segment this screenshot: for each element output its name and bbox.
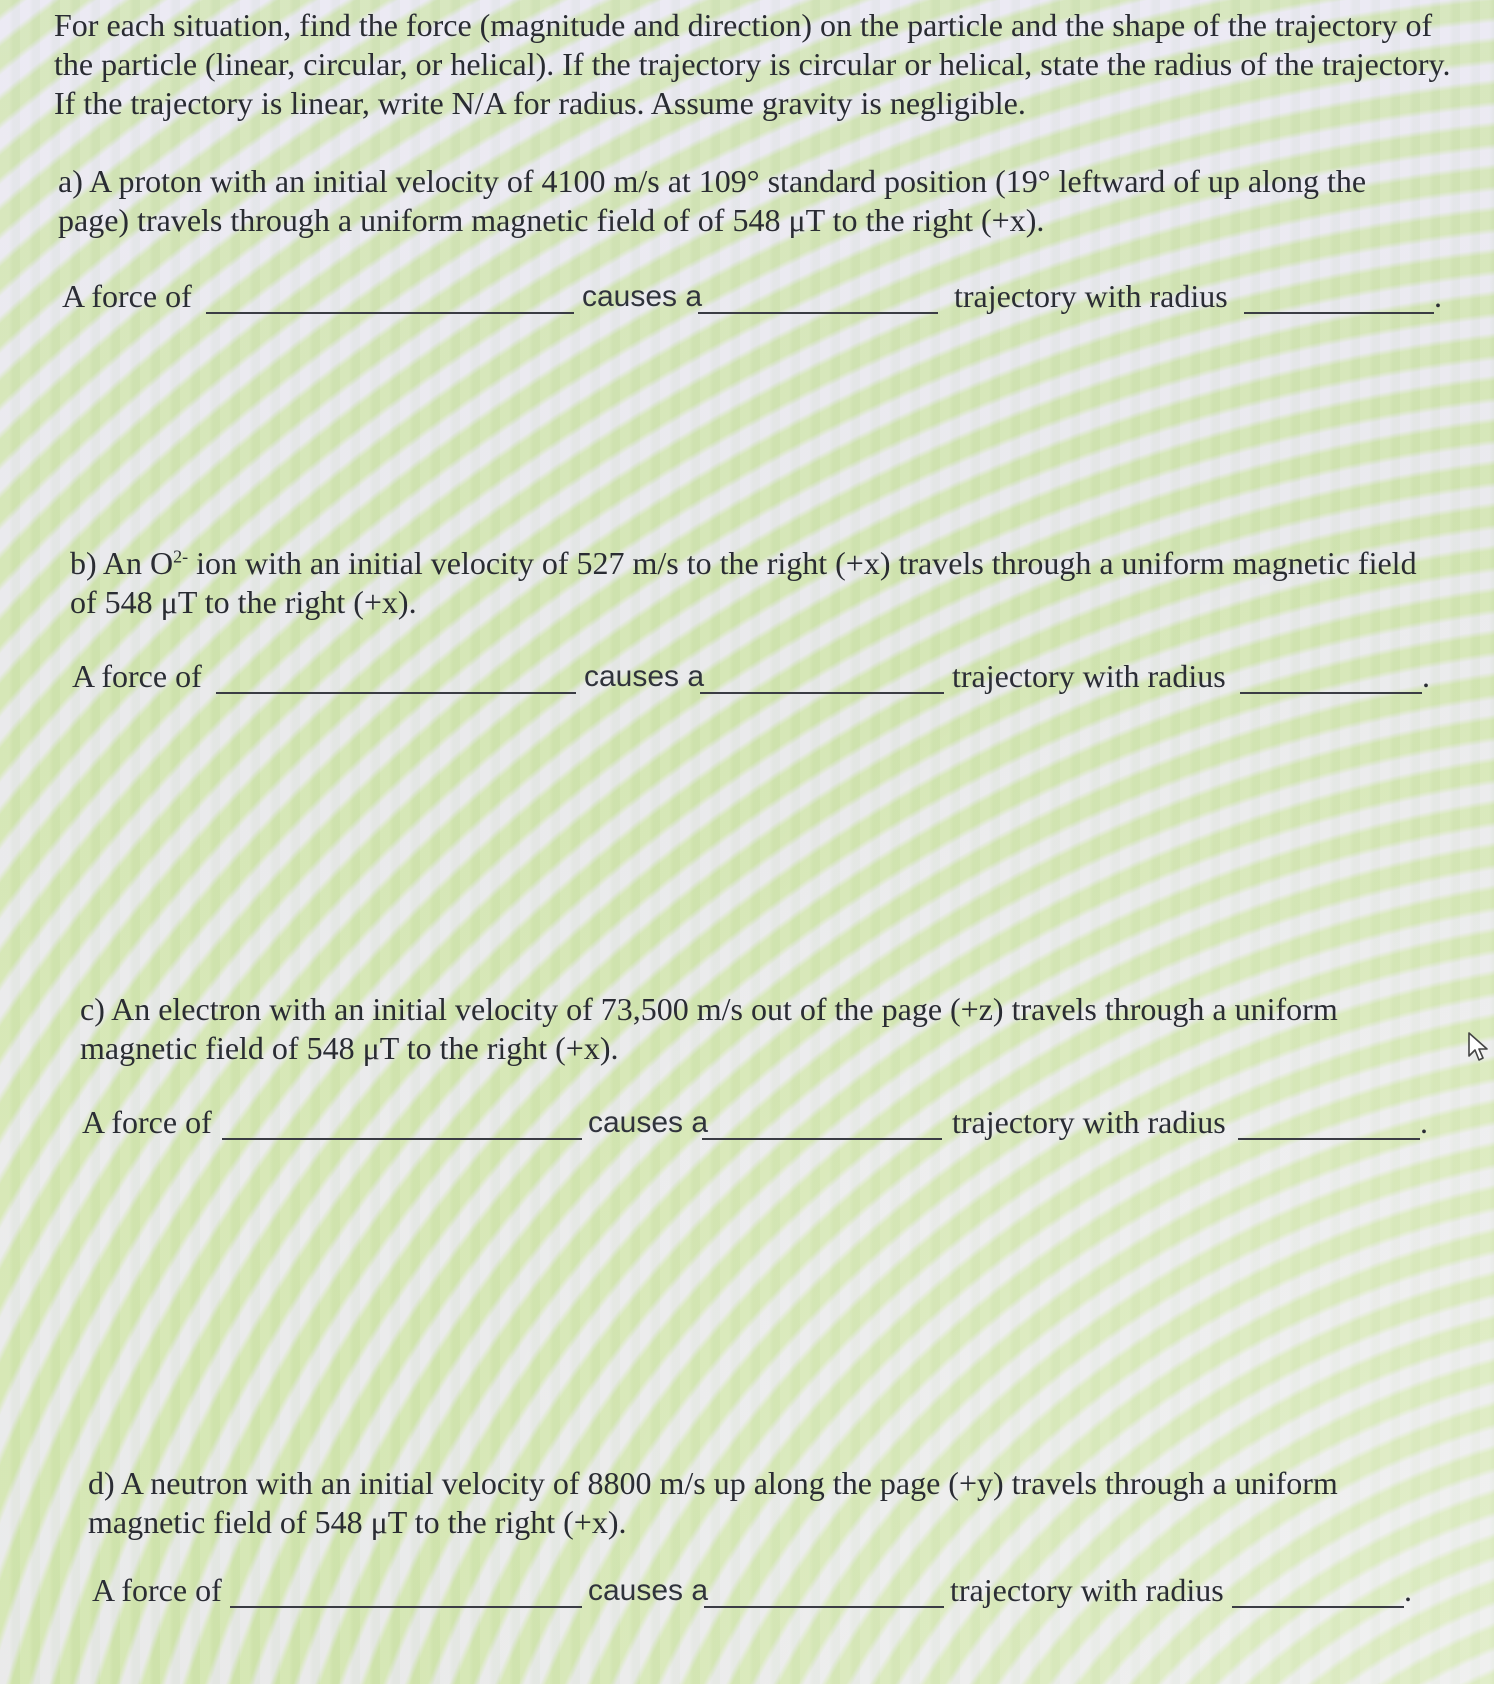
problem-d-radius-blank[interactable]	[1232, 1576, 1404, 1608]
problem-b-text	[70, 544, 1440, 622]
trajectory-label: trajectory with radius	[952, 658, 1226, 694]
period: .	[1422, 658, 1430, 694]
problem-c-radius-blank[interactable]	[1238, 1108, 1420, 1140]
causes-label: causes a	[582, 280, 703, 313]
trajectory-label: trajectory with radius	[952, 1104, 1226, 1140]
trajectory-label: trajectory with radius	[954, 278, 1228, 314]
problem-a-radius-blank[interactable]	[1244, 282, 1434, 314]
problem-d-answer-row	[92, 1572, 1442, 1612]
problem-d-text: d) A neutron with an initial velocity of 8800 m/s up along the page (+y) travels through a uniform magnetic field of 548 μT to the right (+x).	[88, 1465, 1338, 1540]
problem-a-force-blank[interactable]	[206, 282, 574, 314]
force-label: A force of	[92, 1572, 222, 1608]
period: .	[1404, 1572, 1412, 1608]
force-label: A force of	[82, 1104, 212, 1140]
problem-c-trajectory-blank[interactable]	[702, 1108, 942, 1140]
causes-label: causes a	[588, 1106, 709, 1139]
problem-c-force-blank[interactable]	[222, 1108, 582, 1140]
problem-b-charge: 2-	[173, 546, 189, 567]
instructions-text: For each situation, find the force (magnitude and direction) on the particle and the shape of the trajectory of the particle (linear, circular, or helical). If the trajectory is circular or helical, state the radius of the trajectory. If the trajectory is linear, write N/A for radius. Assume gravity is negligible.	[54, 7, 1451, 121]
problem-c-answer-row	[82, 1104, 1442, 1144]
problem-b-force-blank[interactable]	[216, 662, 576, 694]
problem-b-suffix: ion with an initial velocity of 527 m/s to the right (+x) travels through a uniform magnetic field of 548 μT to the right (+x).	[70, 545, 1417, 620]
problem-b-answer-row	[72, 658, 1442, 698]
problem-a-trajectory-blank[interactable]	[698, 282, 938, 314]
problem-b-radius-blank[interactable]	[1240, 662, 1422, 694]
problem-a-text: a) A proton with an initial velocity of 4100 m/s at 109° standard position (19° leftward of up along the page) travels through a uniform magnetic field of of 548 μT to the right (+x).	[58, 163, 1367, 238]
problem-d-force-blank[interactable]	[230, 1576, 582, 1608]
force-label: A force of	[72, 658, 202, 694]
period: .	[1434, 278, 1442, 314]
problem-b-trajectory-blank[interactable]	[700, 662, 944, 694]
trajectory-label: trajectory with radius	[950, 1572, 1224, 1608]
problem-c-text: c) An electron with an initial velocity of 73,500 m/s out of the page (+z) travels through a uniform magnetic field of 548 μT to the right (+x).	[80, 991, 1338, 1066]
period: .	[1420, 1104, 1428, 1140]
problem-d-trajectory-blank[interactable]	[704, 1576, 944, 1608]
problem-b-prefix: b) An O	[70, 545, 174, 581]
causes-label: causes a	[584, 660, 705, 693]
causes-label: causes a	[588, 1574, 709, 1607]
force-label: A force of	[62, 278, 192, 314]
problem-a-answer-row	[62, 278, 1442, 318]
mouse-pointer-icon	[1468, 1032, 1490, 1062]
